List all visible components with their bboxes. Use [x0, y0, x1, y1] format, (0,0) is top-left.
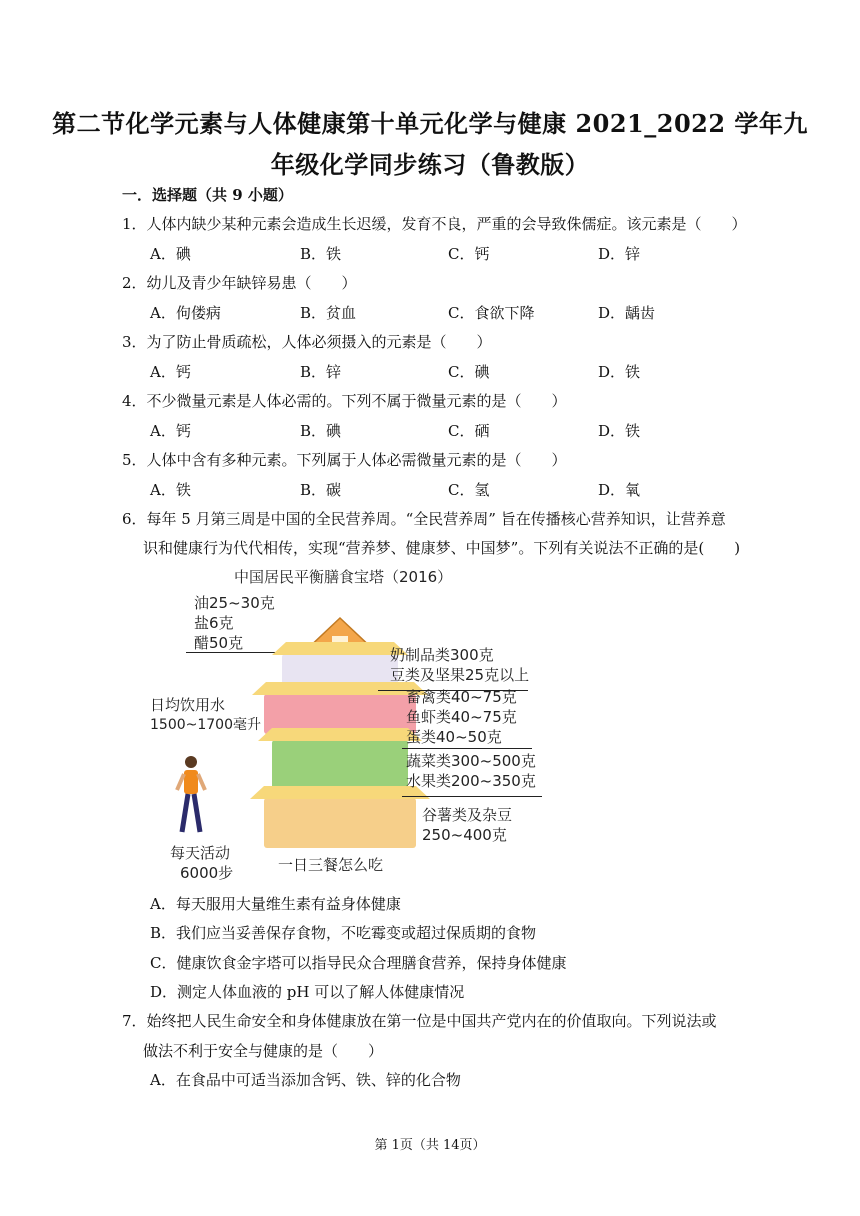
- activity-steps-label: 6000步: [180, 864, 234, 882]
- option-a: A．钙: [150, 422, 191, 440]
- question-2: 2．幼儿及青少年缺锌易患（ ）: [122, 274, 357, 292]
- document-title-line2: 年级化学同步练习（鲁教版）: [270, 150, 590, 179]
- pyramid-tier-grains: [264, 798, 416, 848]
- question-7-option-a: A．在食品中可适当添加含钙、铁、锌的化合物: [150, 1071, 461, 1089]
- meat-pointer-line: [402, 748, 532, 749]
- vegetable-pointer-line: [402, 796, 542, 797]
- option-c: C．硒: [448, 422, 490, 440]
- option-d: D．铁: [598, 363, 641, 381]
- question-6-option-c: C．健康饮食金字塔可以指导民众合理膳食营养，保持身体健康: [150, 954, 567, 972]
- question-1-options: [150, 243, 750, 265]
- question-1: 1．人体内缺少某种元素会造成生长迟缓，发育不良，严重的会导致侏儒症。该元素是（ ）: [122, 215, 747, 233]
- figure-caption: 一日三餐怎么吃: [278, 856, 384, 874]
- egg-label: 蛋类40~50克: [406, 728, 502, 746]
- question-6-continued: 识和健康行为代代相传，实现“营养梦、健康梦、中国梦”。下列有关说法不正确的是( ): [143, 539, 741, 557]
- fruit-label: 水果类200~350克: [406, 772, 536, 790]
- option-b: B．锌: [300, 363, 342, 381]
- option-d: D．锌: [598, 245, 641, 263]
- water-label: 日均饮用水: [150, 696, 226, 714]
- water-amount-label: 1500~1700毫升: [150, 717, 261, 733]
- section-heading: 一．选择题（共 9 小题）: [122, 186, 293, 204]
- figure-title: 中国居民平衡膳食宝塔（2016）: [234, 568, 453, 586]
- option-d: D．龋齿: [598, 304, 656, 322]
- question-5-options: [150, 479, 750, 501]
- grain-amount-label: 250~400克: [422, 826, 507, 844]
- dairy-label: 奶制品类300克: [390, 646, 494, 664]
- option-c: C．食欲下降: [448, 304, 535, 322]
- question-3: 3．为了防止骨质疏松，人体必须摄入的元素是（ ）: [122, 333, 492, 351]
- option-d: D．氧: [598, 481, 641, 499]
- option-d: D．铁: [598, 422, 641, 440]
- tier-roof-vegetables: [258, 728, 422, 742]
- oil-label: 油25~30克: [194, 594, 275, 612]
- vinegar-label: 醋50克: [194, 634, 244, 652]
- question-4: 4．不少微量元素是人体必需的。下列不属于微量元素的是（ ）: [122, 392, 567, 410]
- option-c: C．氢: [448, 481, 490, 499]
- option-b: B．铁: [300, 245, 342, 263]
- meat-label: 畜禽类40~75克: [406, 688, 517, 706]
- tier-roof-grains: [250, 786, 430, 800]
- salt-label: 盐6克: [194, 614, 234, 632]
- option-a: A．铁: [150, 481, 191, 499]
- food-pyramid-figure: [140, 564, 560, 884]
- runner-icon: [174, 754, 208, 840]
- option-b: B．碳: [300, 481, 342, 499]
- question-5: 5．人体中含有多种元素。下列属于人体必需微量元素的是（ ）: [122, 451, 567, 469]
- option-a: A．钙: [150, 363, 191, 381]
- fish-label: 鱼虾类40~75克: [406, 708, 517, 726]
- option-b: B．碘: [300, 422, 342, 440]
- activity-label: 每天活动: [170, 844, 231, 862]
- beans-label: 豆类及坚果25克以上: [390, 666, 530, 684]
- question-6-option-b: B．我们应当妥善保存食物，不吃霉变或超过保质期的食物: [150, 924, 537, 942]
- tier-roof-dairy: [272, 642, 408, 656]
- option-a: A．佝偻病: [150, 304, 221, 322]
- pyramid-tier-vegetables: [272, 740, 408, 792]
- grain-label: 谷薯类及杂豆: [422, 806, 513, 824]
- question-2-options: [150, 302, 750, 324]
- option-c: C．钙: [448, 245, 490, 263]
- question-7: 7．始终把人民生命安全和身体健康放在第一位是中国共产党内在的价值取向。下列说法或: [122, 1012, 717, 1030]
- document-title-line1: 第二节化学元素与人体健康第十单元化学与健康 2021_2022 学年九: [52, 109, 808, 138]
- question-6: 6．每年 5 月第三周是中国的全民营养周。“全民营养周” 旨在传播核心营养知识，让营养意: [122, 510, 726, 528]
- question-3-options: [150, 361, 750, 383]
- question-6-option-a: A．每天服用大量维生素有益身体健康: [150, 895, 401, 913]
- page-footer: 第 1页（共 14页）: [374, 1138, 486, 1153]
- option-b: B．贫血: [300, 304, 357, 322]
- question-7-continued: 做法不利于安全与健康的是（ ）: [143, 1042, 384, 1060]
- vegetable-label: 蔬菜类300~500克: [406, 752, 536, 770]
- question-4-options: [150, 420, 750, 442]
- option-a: A．碘: [150, 245, 191, 263]
- question-6-option-d: D．测定人体血液的 pH 可以了解人体健康情况: [150, 983, 465, 1001]
- option-c: C．碘: [448, 363, 490, 381]
